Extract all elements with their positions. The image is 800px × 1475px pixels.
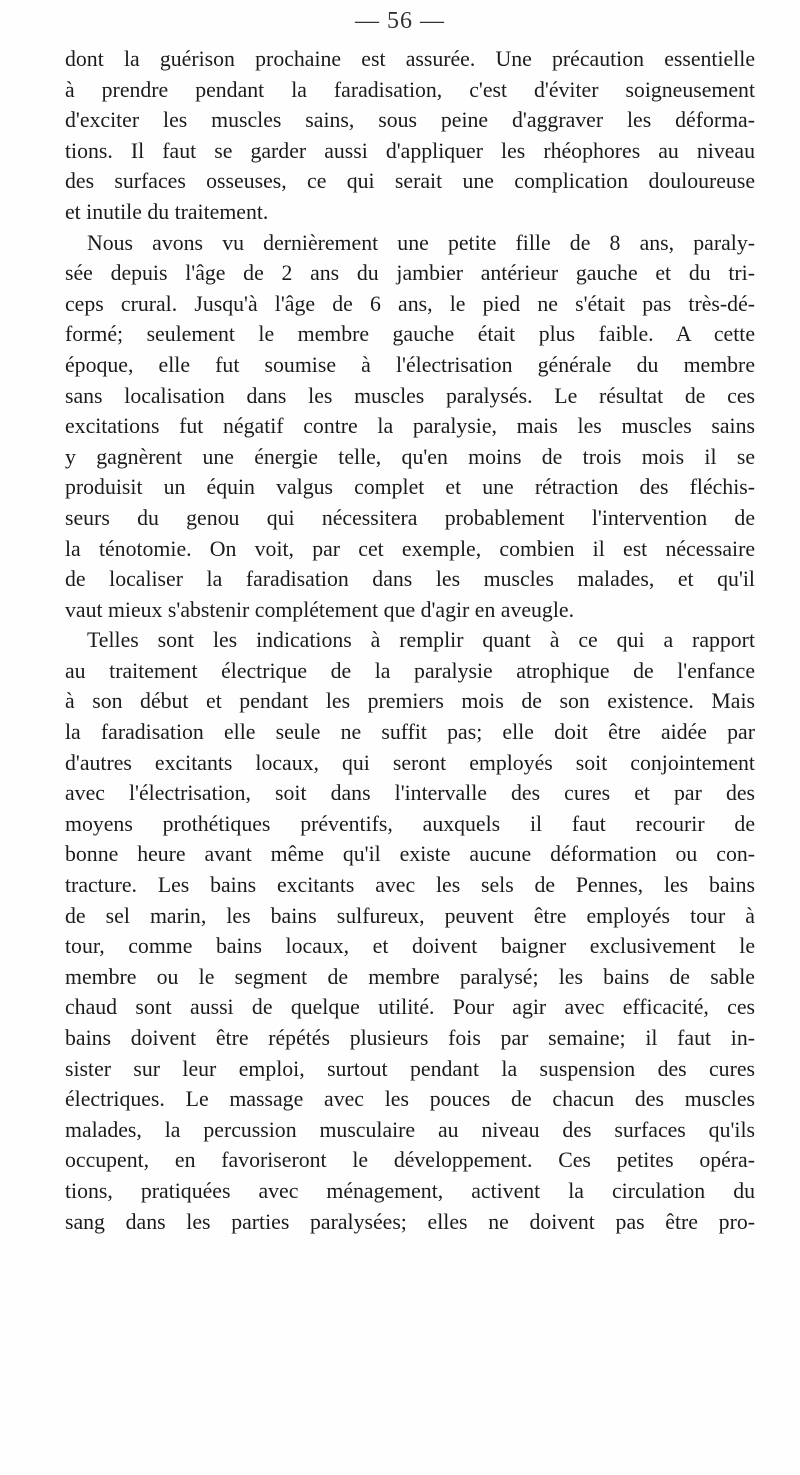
text-line: et inutile du traitement. [65,199,269,224]
text-line: excitations fut négatif contre la paralysie, mais les muscles sains [65,414,755,439]
text-line: seurs du genou qui nécessitera probablement l'intervention de [65,505,755,530]
text-line: d'autres excitants locaux, qui seront employés soit conjointement [65,750,755,775]
text-line: sang dans les parties paralysées; elles ne doivent pas être pro- [65,1209,755,1234]
text-line: bonne heure avant même qu'il existe aucune déformation ou con- [65,842,755,867]
text-line: membre ou le segment de membre paralysé; les bains de sable [65,964,755,989]
text-line: électriques. Le massage avec les pouces de chacun des muscles [65,1087,755,1112]
body-text [65,44,755,1237]
text-line: formé; seulement le membre gauche était plus faible. A cette [65,322,755,347]
text-line: vaut mieux s'abstenir complétement que d'agir en aveugle. [65,597,575,622]
text-line: époque, elle fut soumise à l'électrisation générale du membre [65,352,755,377]
text-line: y gagnèrent une énergie telle, qu'en moins de trois mois il se [65,444,755,469]
text-line: au traitement électrique de la paralysie atrophique de l'enfance [65,658,755,683]
text-line: moyens prothétiques préventifs, auxquels il faut recourir de [65,811,755,836]
text-line: tour, comme bains locaux, et doivent baigner exclusivement le [65,934,755,959]
text-line: à prendre pendant la faradisation, c'est d'éviter soigneusement [65,77,755,102]
text-line: chaud sont aussi de quelque utilité. Pour agir avec efficacité, ces [65,995,755,1020]
page-number: — 56 — [355,8,445,34]
text-line: Telles sont les indications à remplir quant à ce qui a rapport [87,628,755,653]
text-line: tracture. Les bains excitants avec les sels de Pennes, les bains [65,873,755,898]
text-line: tions, pratiquées avec ménagement, activent la circulation du [65,1178,755,1203]
text-line: sée depuis l'âge de 2 ans du jambier antérieur gauche et du tri- [65,261,755,286]
text-line: malades, la percussion musculaire au niveau des surfaces qu'ils [65,1117,755,1142]
text-line: sister sur leur emploi, surtout pendant la suspension des cures [65,1056,755,1081]
text-line: de sel marin, les bains sulfureux, peuvent être employés tour à [65,903,755,928]
text-line: ceps crural. Jusqu'à l'âge de 6 ans, le pied ne s'était pas très-dé- [65,291,755,316]
text-line: la ténotomie. On voit, par cet exemple, combien il est nécessaire [65,536,755,561]
text-line: bains doivent être répétés plusieurs fois par semaine; il faut in- [65,1026,755,1050]
text-line: la faradisation elle seule ne suffit pas; elle doit être aidée par [65,720,755,745]
text-line: des surfaces osseuses, ce qui serait une complication douloureuse [65,169,755,194]
text-line: à son début et pendant les premiers mois de son existence. Mais [65,689,755,714]
text-line: occupent, en favoriseront le développement. Ces petites opéra- [65,1148,755,1173]
text-line: d'exciter les muscles sains, sous peine d'aggraver les déforma- [65,108,755,133]
text-line: sans localisation dans les muscles paralysés. Le résultat de ces [65,383,755,408]
text-line: dont la guérison prochaine est assurée. Une précaution essentielle [65,47,755,71]
text-line: tions. Il faut se garder aussi d'appliquer les rhéophores au niveau [65,138,755,163]
text-line: produisit un équin valgus complet et une rétraction des fléchis- [65,475,755,500]
text-line: de localiser la faradisation dans les muscles malades, et qu'il [65,567,755,592]
text-line: avec l'électrisation, soit dans l'intervalle des cures et par des [65,781,755,806]
text-line: Nous avons vu dernièrement une petite fille de 8 ans, paraly- [87,230,755,255]
